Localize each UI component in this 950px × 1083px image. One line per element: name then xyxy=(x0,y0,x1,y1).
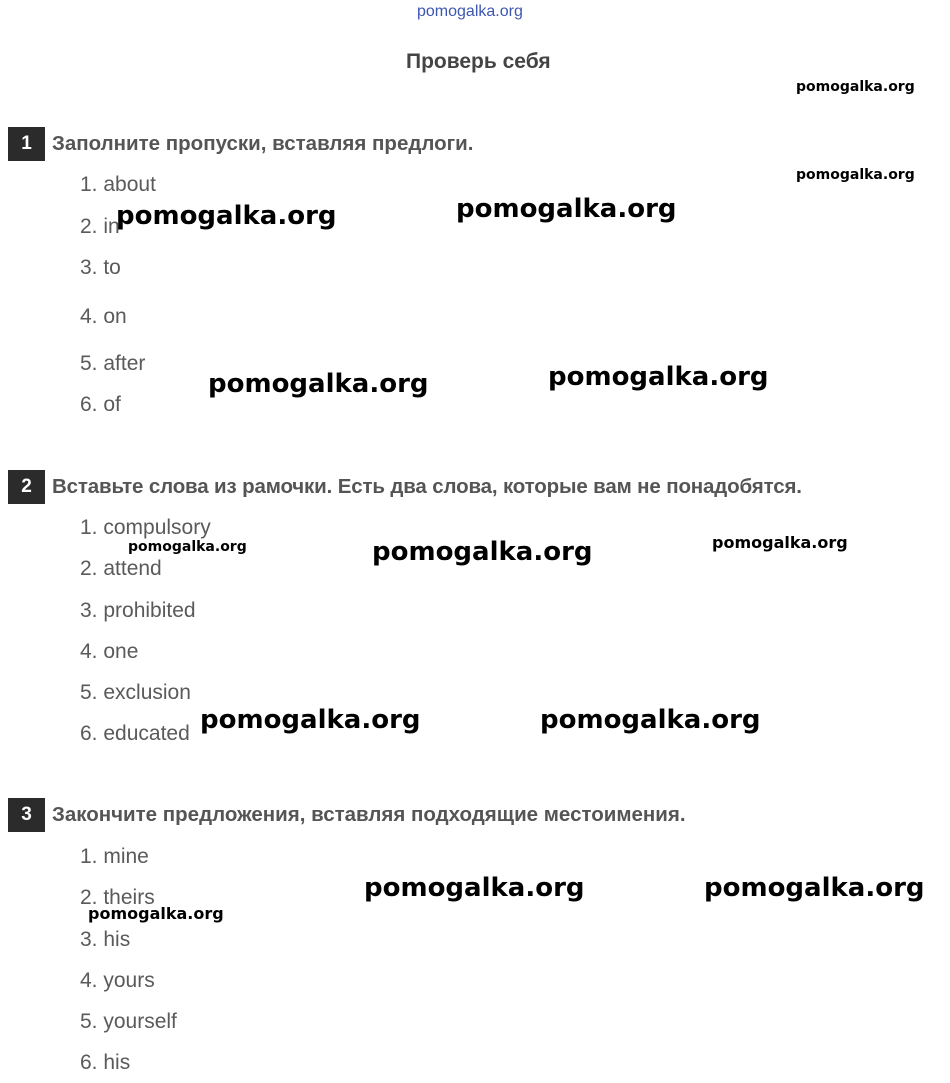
watermark: pomogalka.org xyxy=(116,201,337,231)
answer-item: 1. compulsory xyxy=(80,516,211,539)
answer-item: 5. after xyxy=(80,352,146,375)
task-number-badge: 1 xyxy=(8,127,45,161)
answer-item: 2. in xyxy=(80,215,120,238)
task-number-badge: 3 xyxy=(8,798,45,832)
watermark: pomogalka.org xyxy=(540,705,761,735)
answer-item: 4. one xyxy=(80,640,139,663)
watermark: pomogalka.org xyxy=(796,79,915,95)
answer-item: 3. prohibited xyxy=(80,599,196,622)
task-title: Вставьте слова из рамочки. Есть два слова, которые вам не понадобятся. xyxy=(52,475,802,498)
answer-item: 4. on xyxy=(80,305,127,328)
watermark: pomogalka.org xyxy=(456,194,677,224)
answer-item: 5. yourself xyxy=(80,1010,177,1033)
top-site-link[interactable]: pomogalka.org xyxy=(417,3,523,20)
watermark: pomogalka.org xyxy=(200,705,421,735)
answer-item: 6. of xyxy=(80,393,121,416)
watermark: pomogalka.org xyxy=(88,904,224,923)
answer-item: 5. exclusion xyxy=(80,681,191,704)
task-title: Закончите предложения, вставляя подходящие местоимения. xyxy=(52,803,686,826)
watermark: pomogalka.org xyxy=(704,873,925,903)
watermark: pomogalka.org xyxy=(548,362,769,392)
answer-item: 2. theirs xyxy=(80,886,155,909)
watermark: pomogalka.org xyxy=(128,539,247,555)
answer-item: 6. educated xyxy=(80,722,190,745)
page-title: Проверь себя xyxy=(406,50,551,73)
answer-item: 6. his xyxy=(80,1051,131,1074)
answer-item: 3. to xyxy=(80,256,121,279)
answer-item: 4. yours xyxy=(80,969,155,992)
answer-item: 1. mine xyxy=(80,845,149,868)
watermark: pomogalka.org xyxy=(712,533,848,552)
watermark: pomogalka.org xyxy=(796,167,915,183)
task-number-badge: 2 xyxy=(8,470,45,504)
task-title: Заполните пропуски, вставляя предлоги. xyxy=(52,132,474,155)
answer-item: 2. attend xyxy=(80,557,162,580)
watermark: pomogalka.org xyxy=(208,369,429,399)
watermark: pomogalka.org xyxy=(372,537,593,567)
watermark: pomogalka.org xyxy=(364,873,585,903)
answer-item: 1. about xyxy=(80,173,156,196)
answer-item: 3. his xyxy=(80,928,131,951)
